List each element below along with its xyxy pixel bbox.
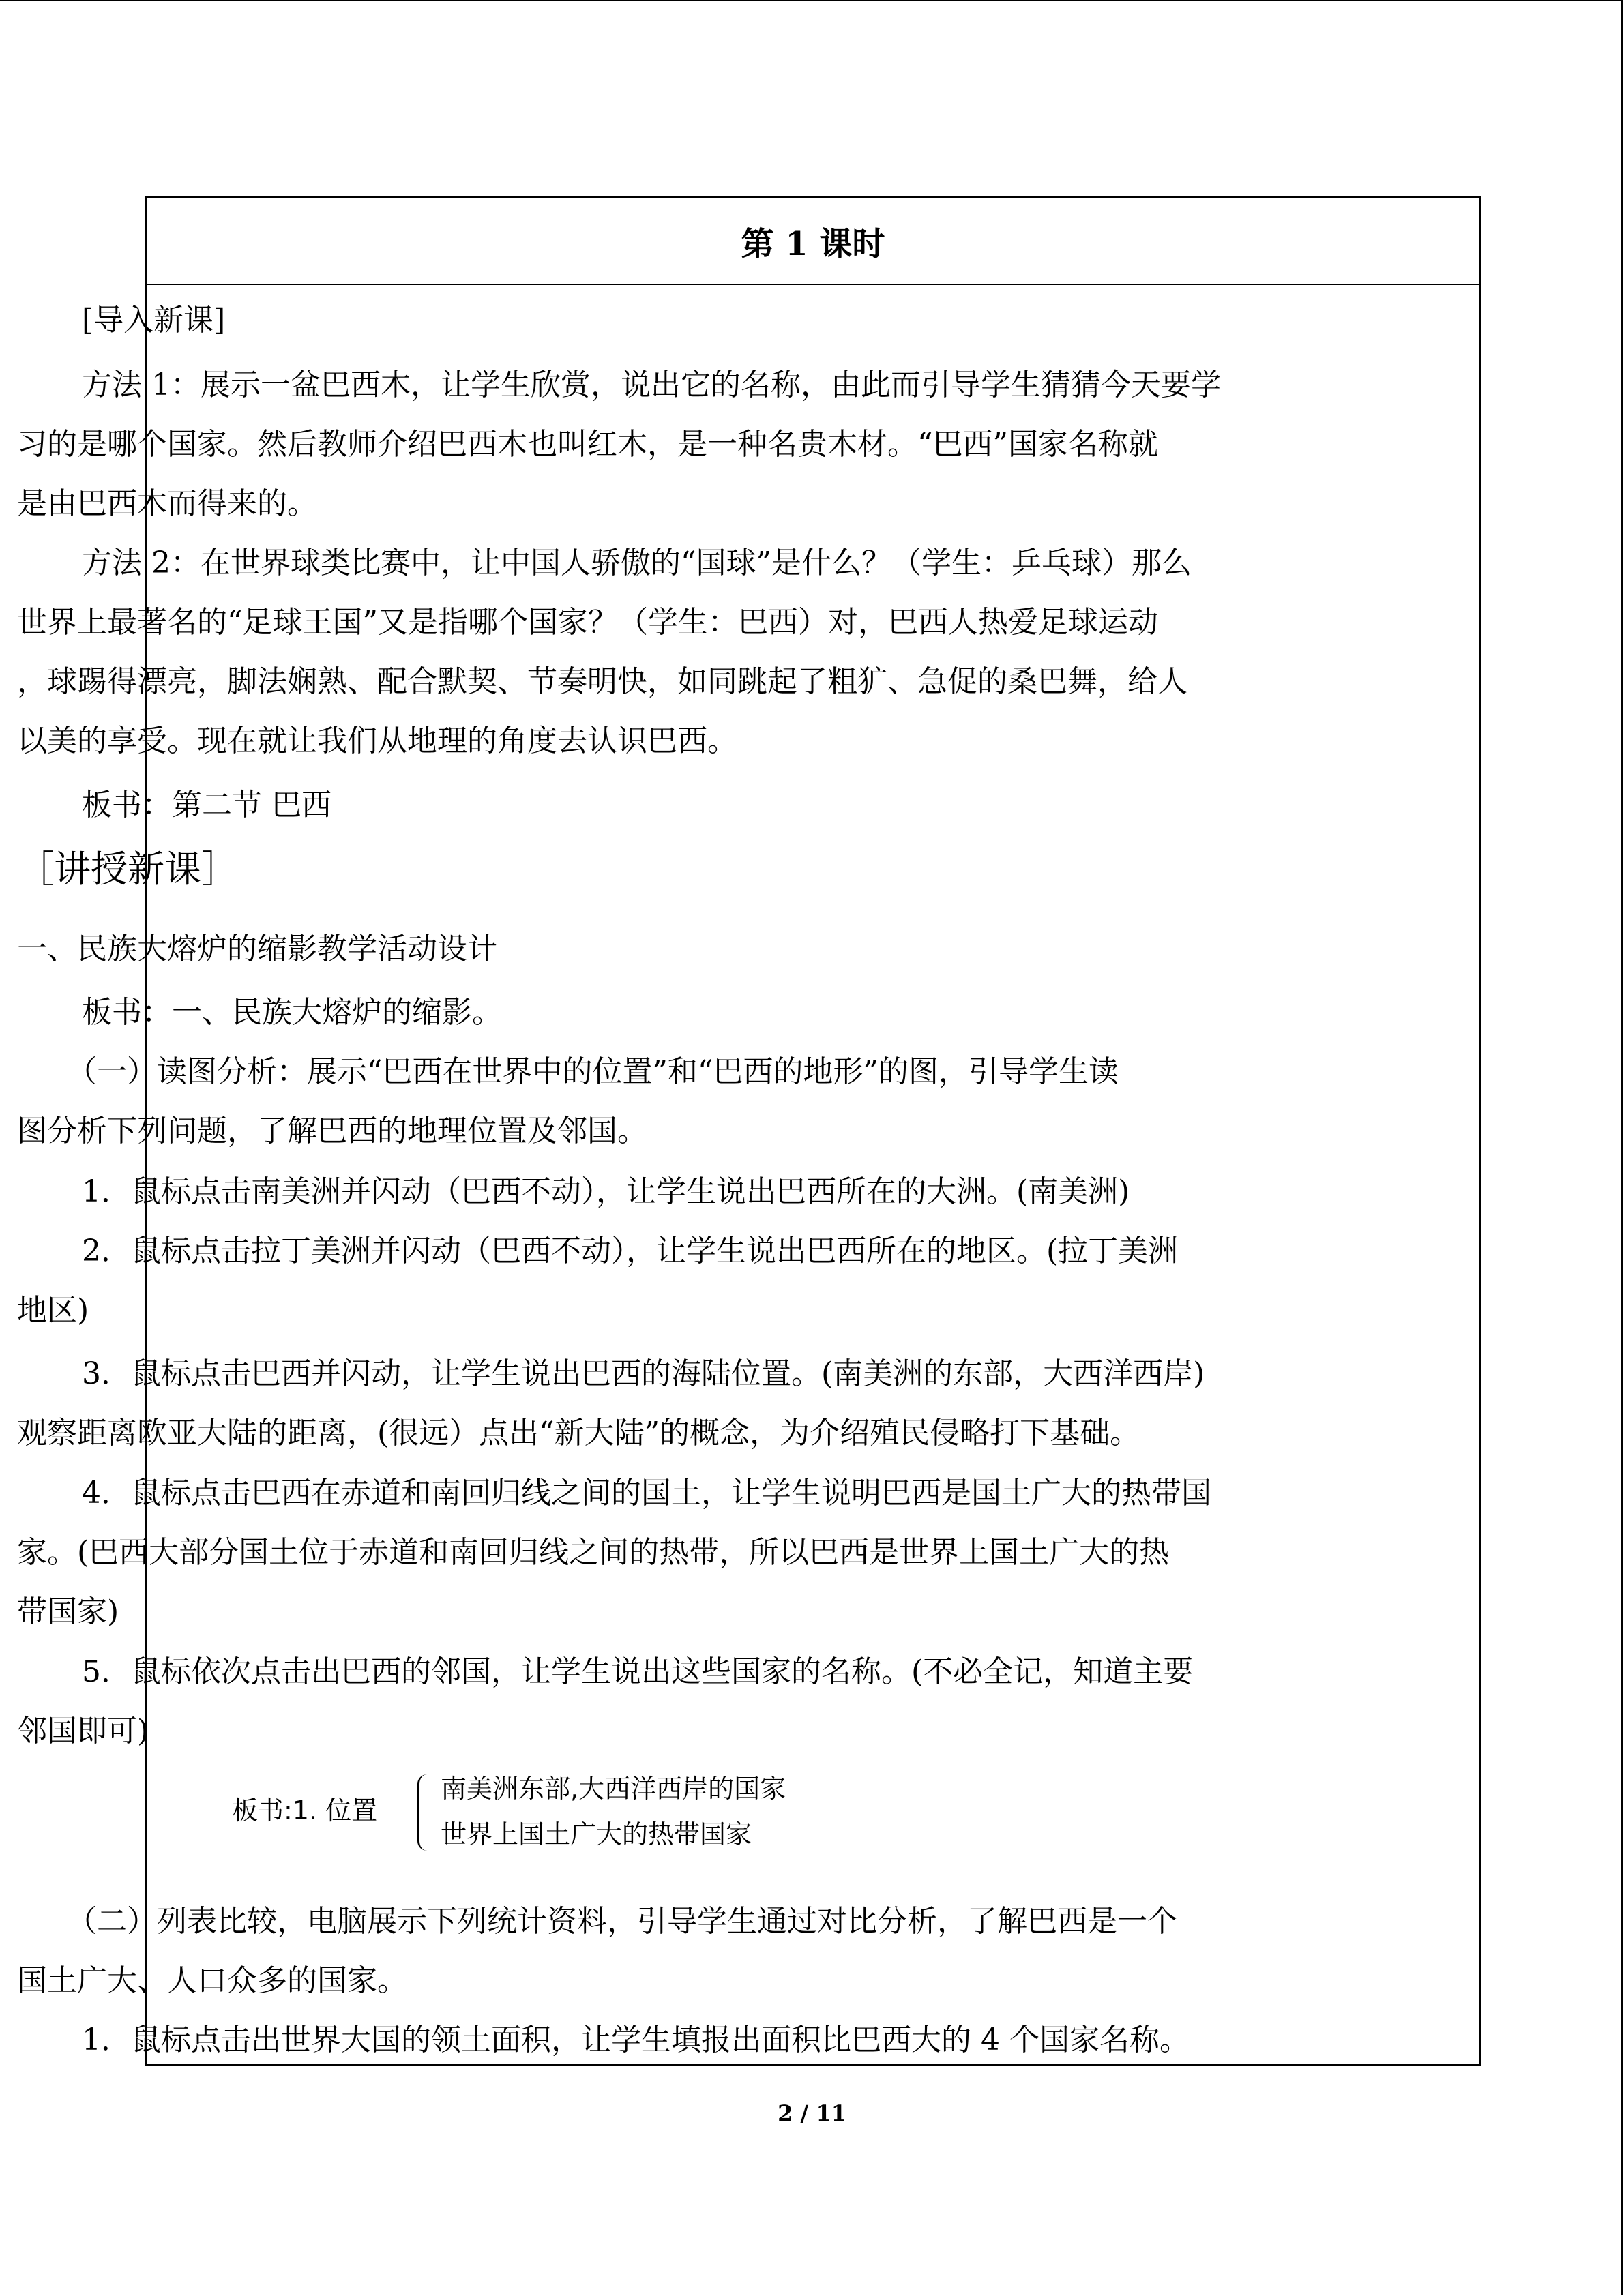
- list-item: 5．鼠标依次点击出巴西的邻国，让学生说出这些国家的名称。(不必全记，知道主要: [82, 1654, 1194, 1689]
- intro-label: [导入新课]: [82, 303, 226, 338]
- paragraph-line: 世界上最著名的“足球王国”又是指哪个国家？（学生：巴西）对，巴西人热爱足球运动: [17, 605, 1158, 640]
- paragraph-line: 以美的享受。现在就让我们从地理的角度去认识巴西。: [17, 724, 737, 758]
- list-item-continued: 带国家): [17, 1594, 119, 1629]
- lesson-title: 第 1 课时: [147, 198, 1479, 285]
- paragraph-line: 国土广大、人口众多的国家。: [17, 1963, 407, 1998]
- list-item: 1．鼠标点击南美洲并闪动（巴西不动），让学生说出巴西所在的大洲。(南美洲): [82, 1174, 1130, 1209]
- list-item: 1．鼠标点击出世界大国的领土面积，让学生填报出面积比巴西大的 4 个国家名称。: [82, 2023, 1190, 2057]
- paragraph-line: 图分析下列问题，了解巴西的地理位置及邻国。: [17, 1114, 647, 1148]
- list-item-continued: 地区): [17, 1293, 89, 1328]
- list-item: 4．鼠标点击巴西在赤道和南回归线之间的国土，让学生说明巴西是国土广大的热带国: [82, 1476, 1211, 1510]
- paragraph-line: ，球踢得漂亮，脚法娴熟、配合默契、节奏明快，如同跳起了粗犷、急促的桑巴舞，给人: [17, 664, 1187, 699]
- list-item: 3．鼠标点击巴西并闪动，让学生说出巴西的海陆位置。(南美洲的东部，大西洋西岸): [82, 1356, 1205, 1391]
- paragraph-line: 是由巴西木而得来的。: [17, 486, 317, 521]
- list-item-continued: 家。(巴西大部分国土位于赤道和南回归线之间的热带，所以巴西是世界上国土广大的热: [17, 1535, 1170, 1570]
- board-note-line: 板书：第二节 巴西: [82, 788, 331, 822]
- board-note-item: 世界上国土广大的热带国家: [441, 1819, 752, 1849]
- list-item-continued: 观察距离欧亚大陆的距离，(很远）点出“新大陆”的概念，为介绍殖民侵略打下基础。: [17, 1416, 1140, 1450]
- board-note-item: 南美洲东部,大西洋西岸的国家: [441, 1774, 786, 1804]
- page-number: 2 / 11: [778, 2100, 846, 2126]
- paragraph-line: （二）列表比较，电脑展示下列统计资料，引导学生通过对比分析，了解巴西是一个: [67, 1904, 1177, 1939]
- list-item: 2．鼠标点击拉丁美洲并闪动（巴西不动），让学生说出巴西所在的地区。(拉丁美洲: [82, 1234, 1179, 1268]
- section-heading: ［讲授新课］: [17, 848, 238, 891]
- paragraph-line: 习的是哪个国家。然后教师介绍巴西木也叫红木，是一种名贵木材。“巴西”国家名称就: [17, 427, 1158, 462]
- list-item-continued: 邻国即可): [17, 1714, 149, 1748]
- paragraph-line: 方法 1：展示一盆巴西木，让学生欣赏，说出它的名称，由此而引导学生猜猜今天要学: [82, 368, 1221, 402]
- paragraph-line: （一）读图分析：展示“巴西在世界中的位置”和“巴西的地形”的图，引导学生读: [67, 1054, 1119, 1089]
- paragraph-line: 方法 2：在世界球类比赛中，让中国人骄傲的“国球”是什么？（学生：乒乓球）那么: [82, 546, 1192, 580]
- board-note-line: 板书：一、民族大熔炉的缩影。: [82, 995, 502, 1030]
- brace-icon: [417, 1774, 432, 1851]
- board-note-label: 板书:1. 位置: [232, 1795, 378, 1825]
- section-title: 一、民族大熔炉的缩影教学活动设计: [17, 931, 497, 966]
